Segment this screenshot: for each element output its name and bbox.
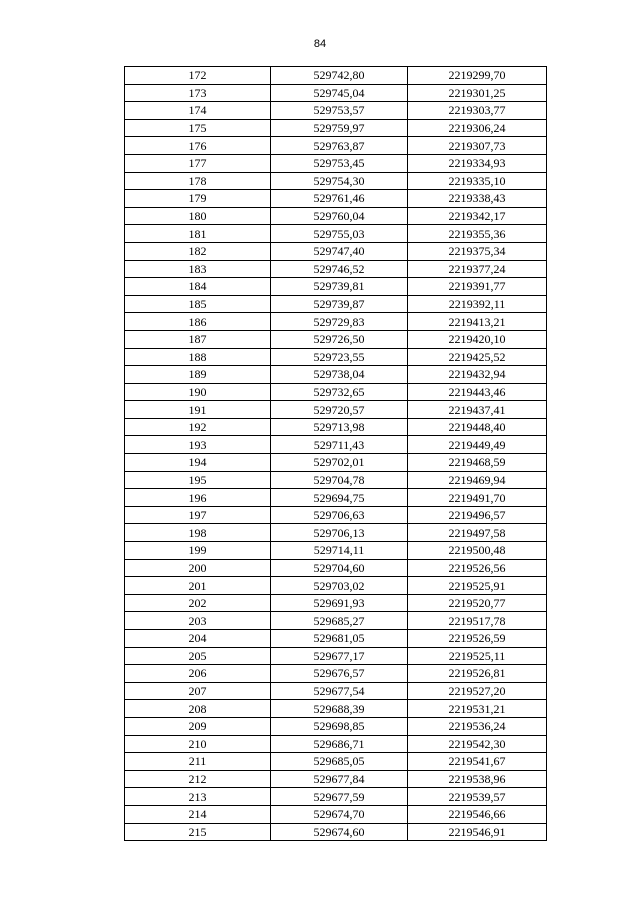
table-row	[125, 242, 547, 260]
x-coordinate-cell: 529694,75	[271, 489, 408, 507]
x-coordinate-cell: 529698,85	[271, 717, 408, 735]
table-row	[125, 647, 547, 665]
table-row	[125, 717, 547, 735]
y-coordinate-cell: 2219377,24	[408, 260, 547, 278]
x-coordinate-cell: 529714,11	[271, 542, 408, 560]
x-coordinate-cell: 529746,52	[271, 260, 408, 278]
point-number-cell: 212	[125, 770, 271, 788]
x-coordinate-cell: 529742,80	[271, 67, 408, 85]
x-coordinate-cell: 529720,57	[271, 401, 408, 419]
point-number-cell: 173	[125, 84, 271, 102]
table-row	[125, 348, 547, 366]
point-number-cell: 208	[125, 700, 271, 718]
y-coordinate-cell: 2219413,21	[408, 313, 547, 331]
table-row	[125, 770, 547, 788]
y-coordinate-cell: 2219469,94	[408, 471, 547, 489]
y-coordinate-cell: 2219448,40	[408, 418, 547, 436]
table-row	[125, 612, 547, 630]
x-coordinate-cell: 529726,50	[271, 330, 408, 348]
coordinates-table	[124, 66, 547, 841]
table-row	[125, 102, 547, 120]
point-number-cell: 194	[125, 454, 271, 472]
x-coordinate-cell: 529729,83	[271, 313, 408, 331]
y-coordinate-cell: 2219303,77	[408, 102, 547, 120]
point-number-cell: 211	[125, 753, 271, 771]
point-number-cell: 206	[125, 665, 271, 683]
x-coordinate-cell: 529704,60	[271, 559, 408, 577]
point-number-cell: 215	[125, 823, 271, 841]
point-number-cell: 195	[125, 471, 271, 489]
table-row	[125, 401, 547, 419]
x-coordinate-cell: 529677,84	[271, 770, 408, 788]
x-coordinate-cell: 529674,70	[271, 805, 408, 823]
x-coordinate-cell: 529745,04	[271, 84, 408, 102]
point-number-cell: 174	[125, 102, 271, 120]
table-row	[125, 735, 547, 753]
point-number-cell: 177	[125, 154, 271, 172]
y-coordinate-cell: 2219496,57	[408, 506, 547, 524]
point-number-cell: 191	[125, 401, 271, 419]
table-row	[125, 542, 547, 560]
point-number-cell: 207	[125, 682, 271, 700]
y-coordinate-cell: 2219420,10	[408, 330, 547, 348]
y-coordinate-cell: 2219541,67	[408, 753, 547, 771]
y-coordinate-cell: 2219542,30	[408, 735, 547, 753]
point-number-cell: 193	[125, 436, 271, 454]
point-number-cell: 196	[125, 489, 271, 507]
y-coordinate-cell: 2219299,70	[408, 67, 547, 85]
x-coordinate-cell: 529706,63	[271, 506, 408, 524]
table-row	[125, 366, 547, 384]
x-coordinate-cell: 529703,02	[271, 577, 408, 595]
table-row	[125, 471, 547, 489]
point-number-cell: 183	[125, 260, 271, 278]
table-row	[125, 84, 547, 102]
point-number-cell: 182	[125, 242, 271, 260]
x-coordinate-cell: 529753,45	[271, 154, 408, 172]
y-coordinate-cell: 2219525,11	[408, 647, 547, 665]
y-coordinate-cell: 2219437,41	[408, 401, 547, 419]
x-coordinate-cell: 529761,46	[271, 190, 408, 208]
table-row	[125, 788, 547, 806]
point-number-cell: 204	[125, 630, 271, 648]
x-coordinate-cell: 529681,05	[271, 630, 408, 648]
point-number-cell: 210	[125, 735, 271, 753]
point-number-cell: 200	[125, 559, 271, 577]
x-coordinate-cell: 529759,97	[271, 119, 408, 137]
y-coordinate-cell: 2219449,49	[408, 436, 547, 454]
point-number-cell: 172	[125, 67, 271, 85]
y-coordinate-cell: 2219520,77	[408, 594, 547, 612]
x-coordinate-cell: 529738,04	[271, 366, 408, 384]
x-coordinate-cell: 529677,17	[271, 647, 408, 665]
y-coordinate-cell: 2219538,96	[408, 770, 547, 788]
y-coordinate-cell: 2219527,20	[408, 682, 547, 700]
y-coordinate-cell: 2219500,48	[408, 542, 547, 560]
table-row	[125, 700, 547, 718]
y-coordinate-cell: 2219443,46	[408, 383, 547, 401]
point-number-cell: 190	[125, 383, 271, 401]
x-coordinate-cell: 529702,01	[271, 454, 408, 472]
point-number-cell: 186	[125, 313, 271, 331]
y-coordinate-cell: 2219342,17	[408, 207, 547, 225]
x-coordinate-cell: 529677,54	[271, 682, 408, 700]
table-row	[125, 330, 547, 348]
point-number-cell: 178	[125, 172, 271, 190]
table-row	[125, 665, 547, 683]
y-coordinate-cell: 2219355,36	[408, 225, 547, 243]
y-coordinate-cell: 2219491,70	[408, 489, 547, 507]
table-row	[125, 524, 547, 542]
y-coordinate-cell: 2219338,43	[408, 190, 547, 208]
table-row	[125, 313, 547, 331]
table-row	[125, 418, 547, 436]
table-row	[125, 190, 547, 208]
table-row	[125, 295, 547, 313]
y-coordinate-cell: 2219531,21	[408, 700, 547, 718]
point-number-cell: 199	[125, 542, 271, 560]
coordinates-table-body	[125, 67, 547, 841]
x-coordinate-cell: 529763,87	[271, 137, 408, 155]
point-number-cell: 197	[125, 506, 271, 524]
point-number-cell: 198	[125, 524, 271, 542]
y-coordinate-cell: 2219536,24	[408, 717, 547, 735]
y-coordinate-cell: 2219334,93	[408, 154, 547, 172]
x-coordinate-cell: 529754,30	[271, 172, 408, 190]
table-row	[125, 119, 547, 137]
table-row	[125, 278, 547, 296]
table-row	[125, 436, 547, 454]
y-coordinate-cell: 2219306,24	[408, 119, 547, 137]
x-coordinate-cell: 529755,03	[271, 225, 408, 243]
x-coordinate-cell: 529739,87	[271, 295, 408, 313]
table-row	[125, 383, 547, 401]
table-row	[125, 594, 547, 612]
point-number-cell: 184	[125, 278, 271, 296]
y-coordinate-cell: 2219517,78	[408, 612, 547, 630]
point-number-cell: 214	[125, 805, 271, 823]
page-number: 84	[313, 38, 327, 50]
point-number-cell: 203	[125, 612, 271, 630]
point-number-cell: 205	[125, 647, 271, 665]
y-coordinate-cell: 2219391,77	[408, 278, 547, 296]
y-coordinate-cell: 2219307,73	[408, 137, 547, 155]
x-coordinate-cell: 529688,39	[271, 700, 408, 718]
x-coordinate-cell: 529713,98	[271, 418, 408, 436]
y-coordinate-cell: 2219301,25	[408, 84, 547, 102]
table-row	[125, 805, 547, 823]
x-coordinate-cell: 529739,81	[271, 278, 408, 296]
y-coordinate-cell: 2219539,57	[408, 788, 547, 806]
point-number-cell: 201	[125, 577, 271, 595]
point-number-cell: 188	[125, 348, 271, 366]
y-coordinate-cell: 2219526,59	[408, 630, 547, 648]
y-coordinate-cell: 2219497,58	[408, 524, 547, 542]
table-row	[125, 577, 547, 595]
point-number-cell: 187	[125, 330, 271, 348]
x-coordinate-cell: 529686,71	[271, 735, 408, 753]
point-number-cell: 185	[125, 295, 271, 313]
table-row	[125, 137, 547, 155]
point-number-cell: 181	[125, 225, 271, 243]
table-row	[125, 67, 547, 85]
y-coordinate-cell: 2219468,59	[408, 454, 547, 472]
table-row	[125, 489, 547, 507]
x-coordinate-cell: 529711,43	[271, 436, 408, 454]
table-row	[125, 506, 547, 524]
y-coordinate-cell: 2219432,94	[408, 366, 547, 384]
x-coordinate-cell: 529747,40	[271, 242, 408, 260]
point-number-cell: 202	[125, 594, 271, 612]
x-coordinate-cell: 529753,57	[271, 102, 408, 120]
point-number-cell: 180	[125, 207, 271, 225]
y-coordinate-cell: 2219525,91	[408, 577, 547, 595]
x-coordinate-cell: 529685,05	[271, 753, 408, 771]
x-coordinate-cell: 529677,59	[271, 788, 408, 806]
table-row	[125, 154, 547, 172]
y-coordinate-cell: 2219526,81	[408, 665, 547, 683]
table-row	[125, 559, 547, 577]
point-number-cell: 179	[125, 190, 271, 208]
y-coordinate-cell: 2219546,91	[408, 823, 547, 841]
point-number-cell: 213	[125, 788, 271, 806]
table-row	[125, 225, 547, 243]
table-row	[125, 260, 547, 278]
table-row	[125, 682, 547, 700]
y-coordinate-cell: 2219425,52	[408, 348, 547, 366]
point-number-cell: 175	[125, 119, 271, 137]
table-row	[125, 630, 547, 648]
x-coordinate-cell: 529685,27	[271, 612, 408, 630]
y-coordinate-cell: 2219335,10	[408, 172, 547, 190]
y-coordinate-cell: 2219392,11	[408, 295, 547, 313]
y-coordinate-cell: 2219546,66	[408, 805, 547, 823]
point-number-cell: 192	[125, 418, 271, 436]
point-number-cell: 176	[125, 137, 271, 155]
table-row	[125, 454, 547, 472]
x-coordinate-cell: 529691,93	[271, 594, 408, 612]
x-coordinate-cell: 529676,57	[271, 665, 408, 683]
x-coordinate-cell: 529704,78	[271, 471, 408, 489]
x-coordinate-cell: 529706,13	[271, 524, 408, 542]
x-coordinate-cell: 529732,65	[271, 383, 408, 401]
y-coordinate-cell: 2219526,56	[408, 559, 547, 577]
x-coordinate-cell: 529760,04	[271, 207, 408, 225]
table-row	[125, 207, 547, 225]
table-row	[125, 823, 547, 841]
x-coordinate-cell: 529674,60	[271, 823, 408, 841]
table-row	[125, 172, 547, 190]
y-coordinate-cell: 2219375,34	[408, 242, 547, 260]
point-number-cell: 209	[125, 717, 271, 735]
point-number-cell: 189	[125, 366, 271, 384]
table-row	[125, 753, 547, 771]
x-coordinate-cell: 529723,55	[271, 348, 408, 366]
